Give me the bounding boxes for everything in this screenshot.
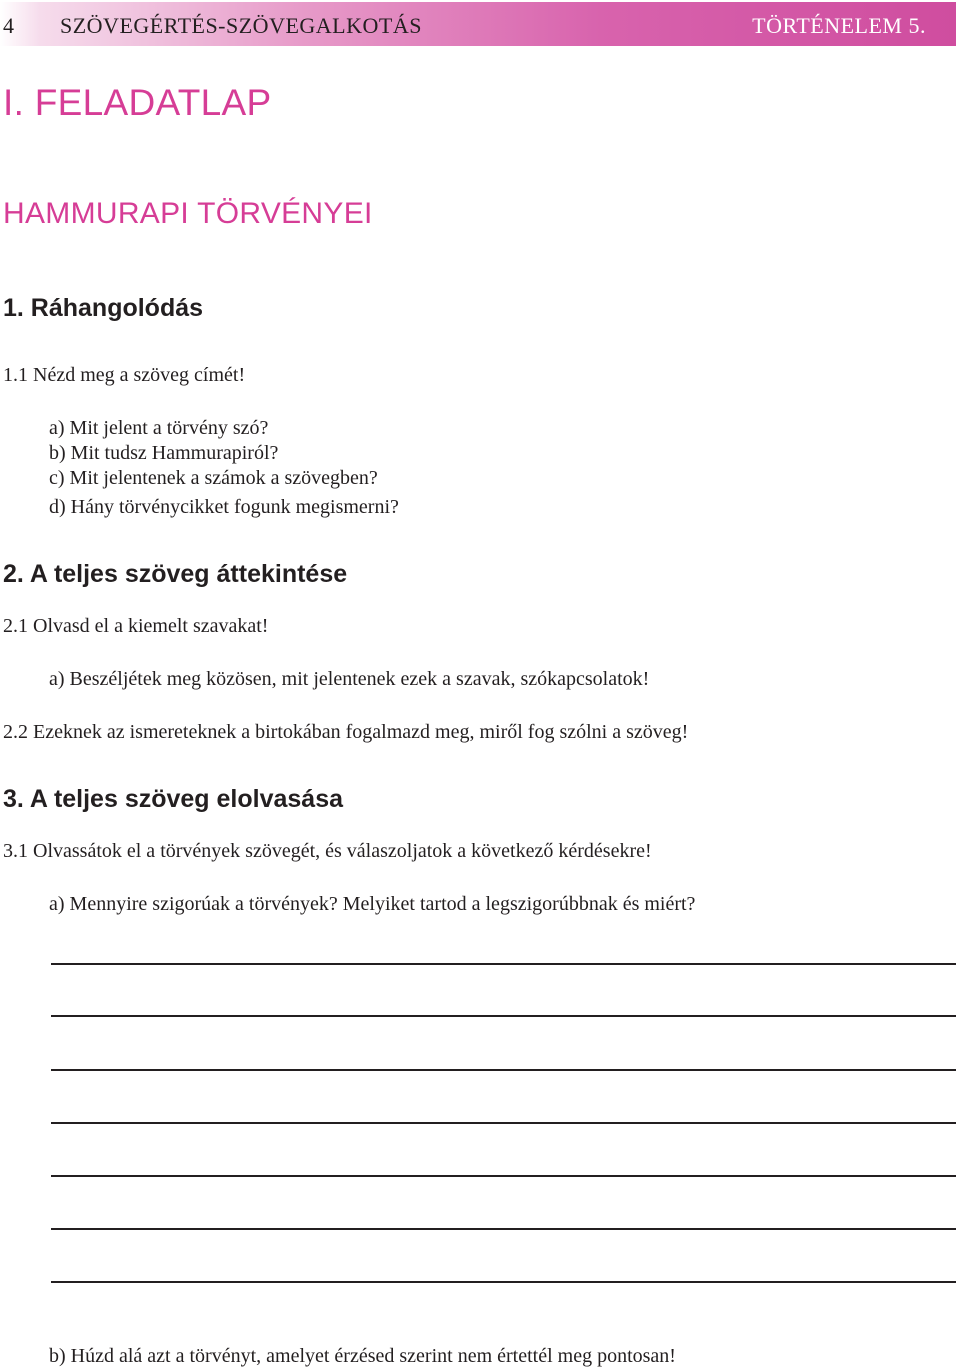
worksheet-subtitle: HAMMURAPI TÖRVÉNYEI: [3, 197, 373, 230]
task-1-1: 1.1 Nézd meg a szöveg címét!: [3, 364, 246, 386]
task-3-1: 3.1 Olvassátok el a törvények szövegét, és válaszoljatok a következő kérdésekre!: [3, 840, 652, 862]
question-1-1-c: c) Mit jelentenek a számok a szövegben?: [49, 467, 378, 489]
answer-line[interactable]: [51, 963, 956, 965]
section-heading-3: 3. A teljes szöveg elolvasása: [3, 785, 344, 813]
answer-line[interactable]: [51, 1015, 956, 1017]
page-number: 4: [3, 13, 14, 38]
answer-line[interactable]: [51, 1175, 956, 1177]
page-header-band: [0, 2, 956, 46]
task-2-2: 2.2 Ezeknek az ismereteknek a birtokában fogalmazd meg, miről fog szólni a szöveg!: [3, 721, 689, 743]
header-course-title: TÖRTÉNELEM 5.: [752, 13, 926, 38]
question-1-1-d: d) Hány törvénycikket fogunk megismerni?: [49, 496, 399, 518]
answer-line[interactable]: [51, 1069, 956, 1071]
header-subject-title: SZÖVEGÉRTÉS-SZÖVEGALKOTÁS: [60, 13, 422, 38]
question-3-1-a: a) Mennyire szigorúak a törvények? Melyiket tartod a legszigorúbbnak és miért?: [49, 893, 696, 915]
answer-line[interactable]: [51, 1122, 956, 1124]
question-1-1-a: a) Mit jelent a törvény szó?: [49, 417, 269, 439]
answer-line[interactable]: [51, 1228, 956, 1230]
answer-line[interactable]: [51, 1281, 956, 1283]
question-3-1-b: b) Húzd alá azt a törvényt, amelyet érzésed szerint nem értettél meg pontosan!: [49, 1345, 676, 1367]
section-heading-1: 1. Ráhangolódás: [3, 294, 204, 322]
question-1-1-b: b) Mit tudsz Hammurapiról?: [49, 442, 279, 464]
section-heading-2: 2. A teljes szöveg áttekintése: [3, 560, 348, 588]
question-2-1-a: a) Beszéljétek meg közösen, mit jelentenek ezek a szavak, szókapcsolatok!: [49, 668, 650, 690]
worksheet-title: I. FELADATLAP: [3, 82, 272, 123]
task-2-1: 2.1 Olvasd el a kiemelt szavakat!: [3, 615, 269, 637]
